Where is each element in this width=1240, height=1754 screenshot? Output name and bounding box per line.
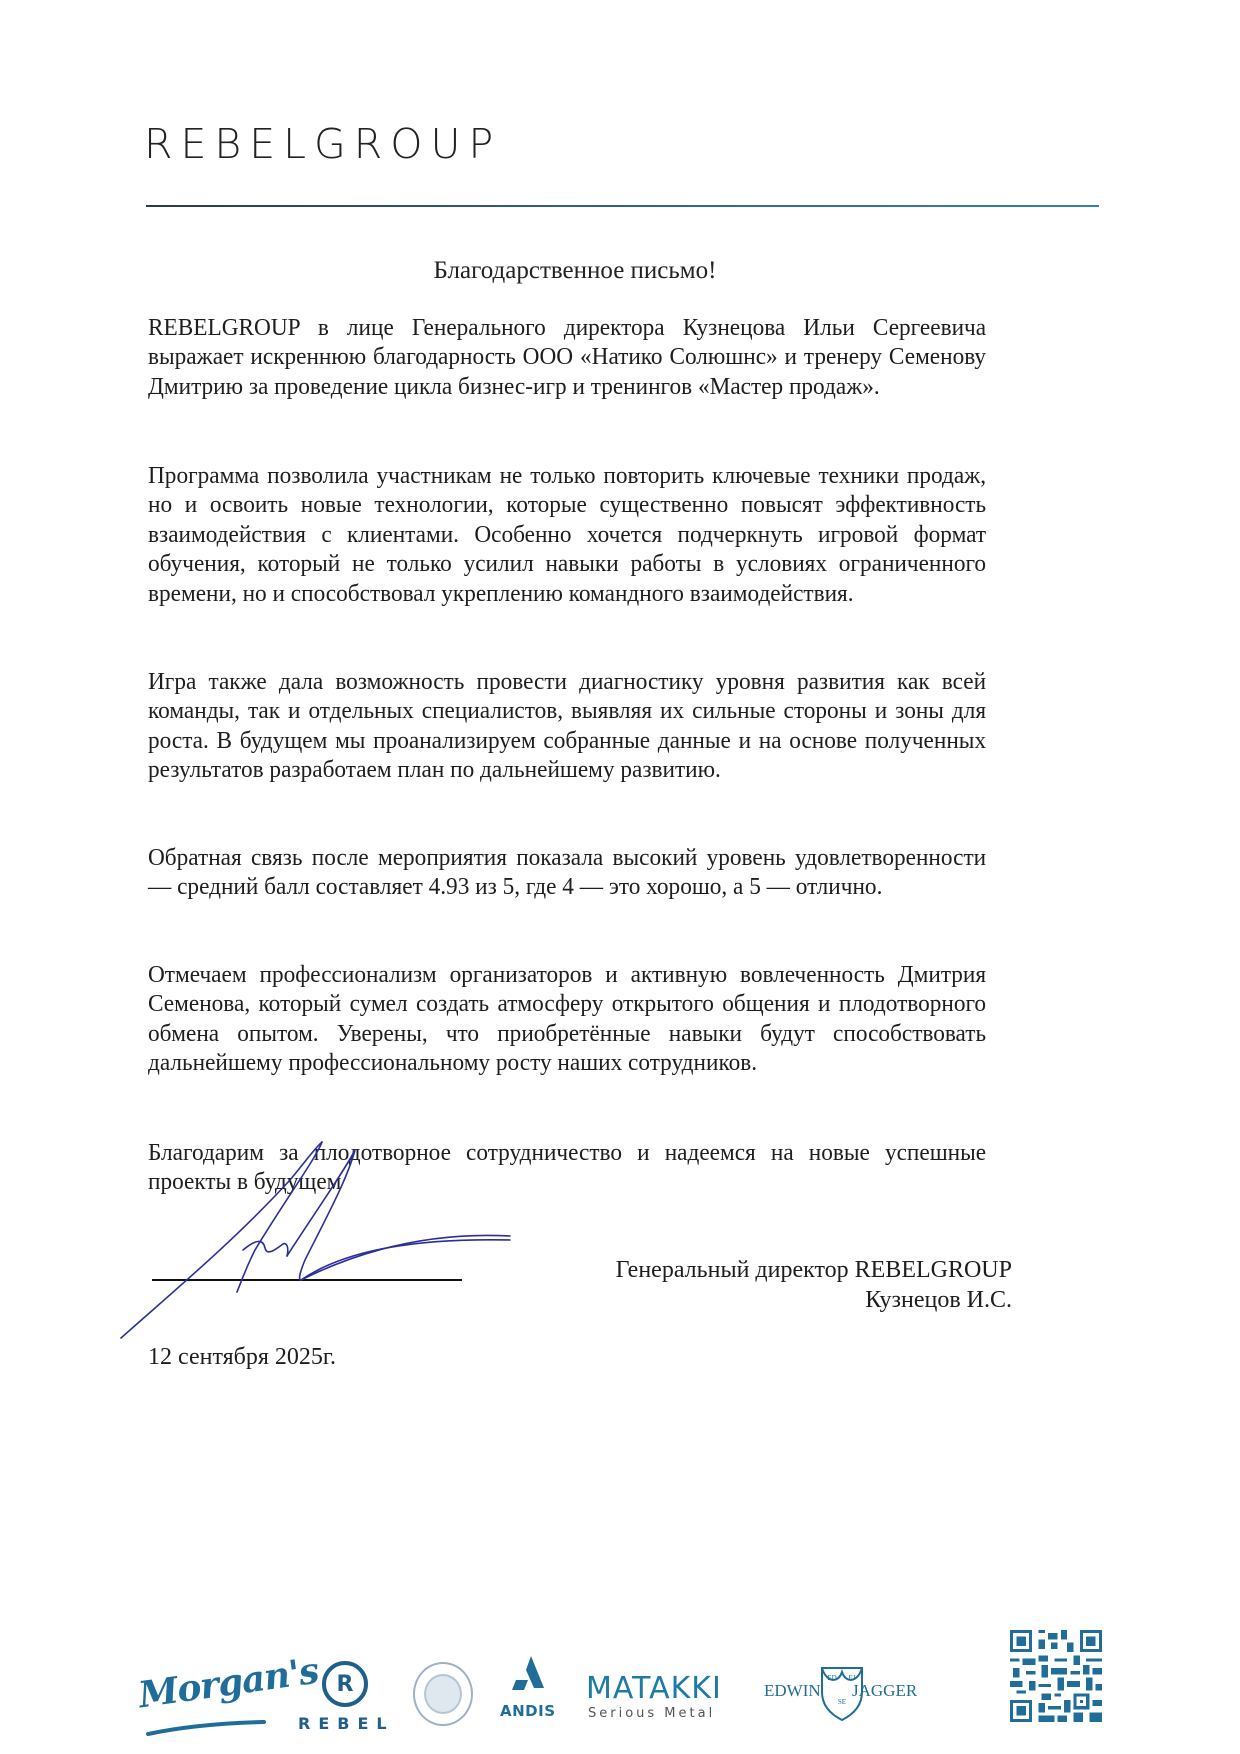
qr-code-icon[interactable] [1010,1630,1102,1722]
signatory-block [616,1255,1012,1315]
edwin-jagger-logo-right: JAGGER [852,1681,918,1700]
paragraph-text: Программа позволила участникам не только повторить ключевые техники продаж, но и освоить новые технологии, которые существенно повысят эффективность взаимодействия с клиентами. Особенно хочется подчеркнуть игровой формат обучения, который не только усилил навыки работы в условиях ограниченного времени, но и способствовал укреплению командного взаимодействия. [148,463,987,607]
svg-text:ED: ED [827,1674,837,1682]
letter-title: Благодарственное письмо! [433,257,717,284]
svg-text:SE: SE [837,1698,847,1706]
letter-paragraph-4 [148,844,986,903]
signatory-title: Генеральный директор REBELGROUP [615,1257,1012,1283]
matakki-tagline: Serious Metal [588,1706,716,1721]
matakki-logo: MATAKKI [586,1671,722,1706]
letter-paragraph-1 [148,314,986,402]
paragraph-text: REBELGROUP в лице Генерального директора Кузнецова Ильи Сергеевича выражает искреннюю благодарность ООО «Натико Солюшнс» и тренеру Семенову Дмитрию за проведение цикла бизнес-игр и тренингов «Мастер продаж». [148,315,987,400]
letter-paragraph-3 [148,668,986,786]
paragraph-text: Отмечаем профессионализм организаторов и активную вовлеченность Дмитрия Семенова, который сумел создать атмосферу открытого общения и плодотворного обмена опытом. Уверены, что приобретённые навыки будут способствовать дальнейшему профессиональному росту наших сотрудников. [148,962,987,1077]
andis-triangle-icon [508,1656,554,1692]
svg-text:EJ: EJ [848,1674,856,1682]
paragraph-text: Игра также дала возможность провести диагностику уровня развития как всей команды, так и отдельных специалистов, выявляя их сильные стороны и зоны для роста. В будущем мы проанализируем собранные данные и на основе полученных результатов разработаем план по дальнейшему развитию. [148,669,987,784]
company-logo: REBELGROUP [144,120,502,168]
seal-inner [424,1674,462,1714]
header-divider [146,205,1099,207]
seal-logo-icon [413,1662,473,1726]
morgans-swoosh-icon [146,1720,266,1736]
edwin-jagger-logo-left: EDWIN [764,1681,821,1700]
handwritten-signature-icon [115,1140,595,1340]
andis-logo-text: ANDIS [500,1702,556,1720]
morgans-logo: Morgan's [135,1649,321,1717]
paragraph-text: Обратная связь после мероприятия показала высокий уровень удовлетворенности — средний балл составляет 4.93 из 5, где 4 — это хорошо, а 5 — отлично. [148,845,987,901]
paragraph-text: Благодарим за плодотворное сотрудничество и надеемся на новые успешные проекты в будущем [148,1140,987,1196]
rebel-logo-mark: R [322,1661,368,1707]
letter-paragraph-5 [148,961,986,1079]
letter-paragraph-2 [148,462,986,609]
letter-date: 12 сентября 2025г. [148,1344,337,1370]
rebel-logo-text: REBEL [298,1714,395,1733]
signatory-name: Кузнецов И.С. [865,1287,1012,1313]
